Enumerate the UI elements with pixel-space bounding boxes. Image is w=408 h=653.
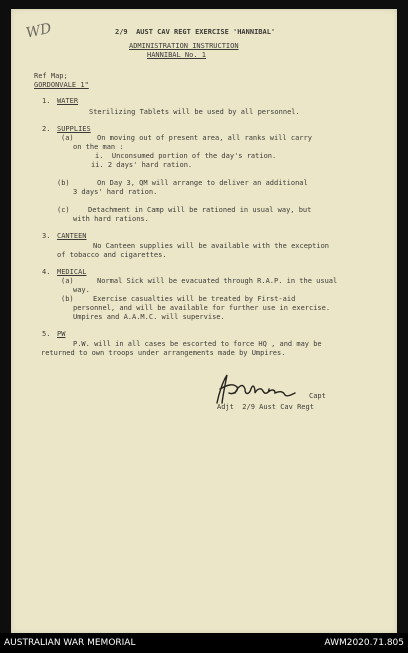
- section-heading-medical: MEDICAL: [57, 268, 87, 276]
- supplies-a-item: i. Unconsumed portion of the day's ration.: [95, 152, 277, 160]
- supplies-b-label: (b): [57, 179, 70, 187]
- water-text: Sterilizing Tablets will be used by all personnel.: [89, 108, 300, 116]
- section-number: 1.: [42, 97, 51, 105]
- section-heading-water: WATER: [57, 97, 79, 105]
- supplies-c-text: with hard rations.: [73, 215, 149, 223]
- section-number: 5.: [42, 330, 51, 338]
- signature-title: Adjt 2/9 Aust Cav Regt: [217, 403, 314, 411]
- section-heading-canteen: CANTEEN: [57, 232, 87, 240]
- medical-b-text: Umpires and A.A.M.C. will supervise.: [73, 313, 225, 321]
- medical-b-text: personnel, and will be available for further use in exercise.: [73, 304, 331, 312]
- supplies-a-text: On moving out of present area, all ranks will carry: [97, 134, 312, 142]
- signature-rank: Capt: [309, 392, 326, 400]
- document-subtitle-number: HANNIBAL No. 1: [147, 51, 207, 59]
- supplies-b-text: 3 days' hard ration.: [73, 188, 158, 196]
- supplies-a-label: (a): [61, 134, 74, 142]
- document-title: 2/9 AUST CAV REGT EXERCISE 'HANNIBAL': [115, 28, 276, 36]
- footer-accession-number: AWM2020.71.805: [324, 638, 404, 648]
- pencil-mark: WD: [24, 20, 54, 42]
- ref-map-label: Ref Map;: [34, 72, 68, 80]
- medical-a-text: Normal Sick will be evacuated through R.A.P. in the usual: [97, 277, 338, 285]
- section-number: 3.: [42, 232, 51, 240]
- supplies-c-text: Detachment in Camp will be rationed in usual way, but: [88, 206, 312, 214]
- section-heading-pw: PW: [57, 330, 66, 338]
- document-page: [11, 9, 397, 633]
- ref-map-value: GORDONVALE 1": [34, 81, 89, 89]
- footer-bar: [0, 633, 408, 653]
- medical-a-label: (a): [61, 277, 74, 285]
- canteen-text: of tobacco and cigarettes.: [57, 251, 167, 259]
- section-number: 2.: [42, 125, 51, 133]
- canteen-text: No Canteen supplies will be available with the exception: [93, 242, 330, 250]
- section-number: 4.: [42, 268, 51, 276]
- supplies-a-item: ii. 2 days' hard ration.: [91, 161, 193, 169]
- pw-text: returned to own troops under arrangements made by Umpires.: [41, 349, 286, 357]
- supplies-a-text: on the man :: [73, 143, 124, 151]
- footer-credit: AUSTRALIAN WAR MEMORIAL: [4, 638, 136, 648]
- pw-text: P.W. will in all cases be escorted to force HQ , and may be: [73, 340, 322, 348]
- medical-b-text: Exercise casualties will be treated by First-aid: [93, 295, 296, 303]
- document-subtitle: ADMINISTRATION INSTRUCTION: [129, 42, 239, 50]
- medical-b-label: (b): [61, 295, 74, 303]
- supplies-c-label: (c): [57, 206, 70, 214]
- medical-a-text: way.: [73, 286, 90, 294]
- supplies-b-text: On Day 3, QM will arrange to deliver an additional: [97, 179, 308, 187]
- section-heading-supplies: SUPPLIES: [57, 125, 91, 133]
